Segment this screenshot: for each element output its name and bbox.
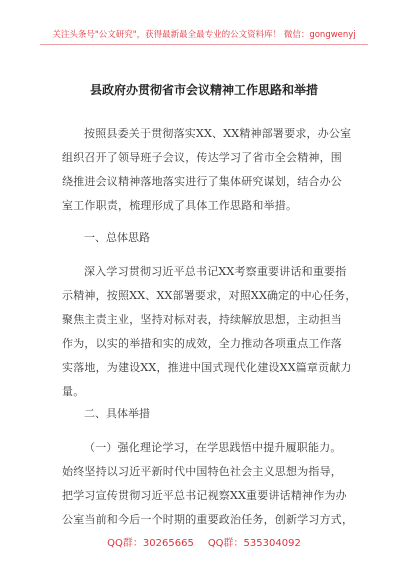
intro-line: 按照县委关于贯彻落实XX、XX精神部署要求，办公室 — [84, 127, 352, 140]
header-banner: 关注头条号"公文研究"，获得最新最全最专业的公文资料库！ 微信：gongwenyj — [52, 30, 356, 40]
section1-line: 实落地，为建设XX，推进中国式现代化建设XX篇章贡献力 — [62, 361, 352, 374]
intro-line: 组织召开了领导班子会议，传达学习了省市全会精神，围 — [62, 151, 342, 164]
section1-line: 聚焦主责主业，坚持对标对表，持续解放思想，主动担当 — [62, 313, 342, 326]
section-heading: 一、总体思路 — [84, 231, 150, 244]
section2-line: 始终坚持以习近平新时代中国特色社会主义思想为指导， — [62, 465, 342, 478]
section2-line: 把学习宣传贯彻习近平总书记视察XX重要讲话精神作为办 — [62, 489, 347, 502]
section1-line: 深入学习贯彻习近平总书记XX考察重要讲话和重要指 — [84, 265, 347, 278]
section2-line: 公室当前和今后一个时期的重要政治任务，创新学习方式， — [62, 513, 354, 526]
section-heading: 二、具体举措 — [84, 407, 150, 420]
section1-line: 示精神，按照XX、XX部署要求，对照XX确定的中心任务， — [62, 289, 357, 302]
footer-contacts — [0, 534, 408, 549]
document-title: 县政府办贯彻省市会议精神工作思路和举措 — [89, 83, 318, 97]
header-divider — [40, 44, 368, 45]
qq-group-2: QQ群：535304092 — [207, 538, 301, 549]
section1-line: 量。 — [62, 385, 85, 398]
section2-line: （一）强化理论学习，在学思践悟中提升履职能力。 — [84, 441, 342, 454]
intro-line: 室工作职责，梳理形成了具体工作思路和举措。 — [62, 199, 298, 212]
section1-line: 作为，以实的举措和实的成效，全力推动各项重点工作落 — [62, 337, 342, 350]
qq-group-1: QQ群：30265665 — [107, 538, 194, 549]
intro-line: 绕推进会议精神落地落实进行了集体研究谋划，结合办公 — [62, 175, 342, 188]
